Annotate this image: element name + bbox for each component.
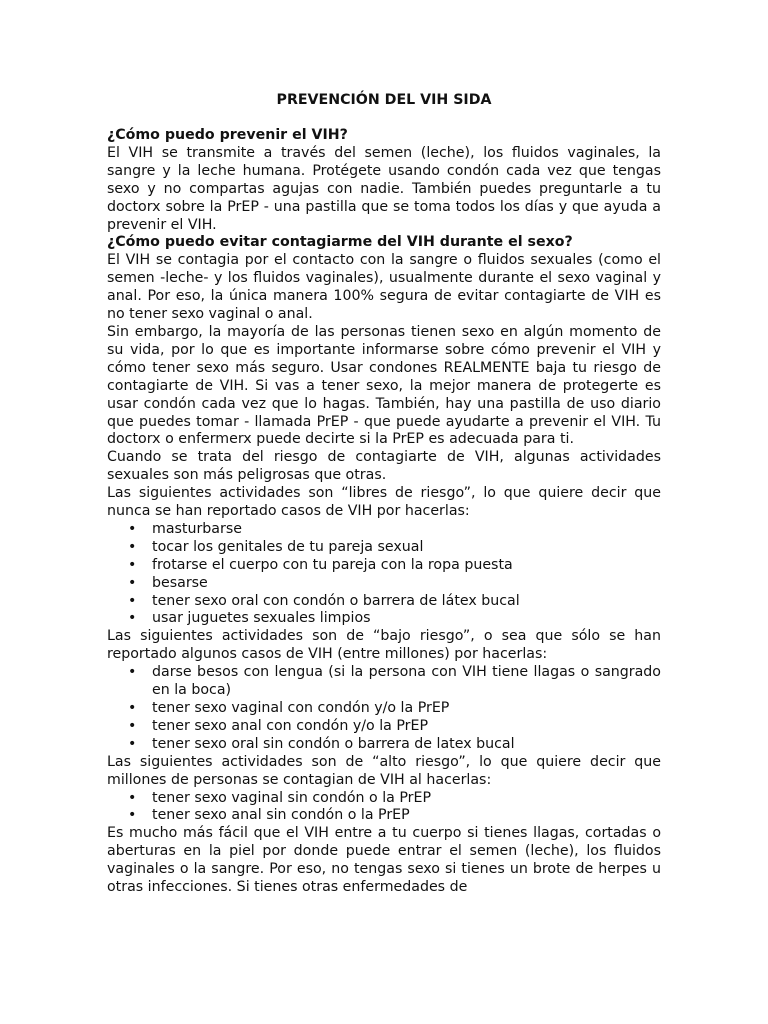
list-item: • tener sexo vaginal con condón y/o la PrEP: [152, 700, 661, 718]
list-low-risk: [107, 664, 661, 754]
section-heading-sex: ¿Cómo puedo evitar contagiarme del VIH durante el sexo?: [107, 234, 573, 251]
list-item: • masturbarse: [152, 521, 661, 539]
list-item: • tocar los genitales de tu pareja sexual: [152, 539, 661, 557]
section-heading-prevention: ¿Cómo puedo prevenir el VIH?: [107, 127, 348, 143]
paragraph-safer-sex: Sin embargo, la mayoría de las personas tienen sexo en algún momento de su vida, por lo que es importante informarse sobre cómo prevenir el VIH y cómo tener sexo más seguro. Usar condones REALMENTE baja tu riesgo de contagiarte de VIH. Si vas a tener sexo, la mejor manera de protegerte es usar condón cada vez que lo hagas. También, hay una pastilla de uso diario que puedes tomar - llamada PrEP - que puede ayudarte a prevenir el VIH. Tu doctorx o enfermerx puede decirte si la PrEP es adecuada para ti.: [107, 323, 661, 448]
list-high-risk: [107, 790, 661, 826]
list-item: • tener sexo anal sin condón o la PrEP: [152, 807, 661, 825]
list-risk-free: [107, 521, 661, 628]
list-item: • frotarse el cuerpo con tu pareja con la ropa puesta: [152, 557, 661, 575]
list-item: • darse besos con lengua (si la persona con VIH tiene llagas o sangrado en la boca): [152, 664, 661, 700]
list-item: • usar juguetes sexuales limpios: [152, 610, 661, 628]
paragraph-contagion: El VIH se contagia por el contacto con la sangre o fluidos sexuales (como el semen -leche- y los fluidos vaginales), usualmente durante el sexo vaginal y anal. Por eso, la única manera 100% segura de evitar contagiarte de VIH es no tener sexo vaginal o anal.: [107, 252, 661, 323]
list-item: • tener sexo oral sin condón o barrera de latex bucal: [152, 736, 661, 754]
paragraph-skin-openings: Es mucho más fácil que el VIH entre a tu cuerpo si tienes llagas, cortadas o aberturas en la piel por donde puede entrar el semen (leche), los fluidos vaginales o la sangre. Por eso, no tengas sexo si tienes un brote de herpes u otras infecciones. Si tienes otras enfermedades de: [107, 825, 661, 896]
paragraph-low-risk-intro: Las siguientes actividades son de “bajo riesgo”, o sea que sólo se han reportado algunos casos de VIH (entre millones) por hacerlas:: [107, 628, 661, 663]
list-item: • tener sexo vaginal sin condón o la PrEP: [152, 790, 661, 808]
page-title: PREVENCIÓN DEL VIH SIDA: [276, 92, 492, 108]
list-item: • besarse: [152, 575, 661, 593]
paragraph-risk-free-intro: Las siguientes actividades son “libres de riesgo”, lo que quiere decir que nunca se han reportado casos de VIH por hacerlas:: [107, 485, 661, 520]
paragraph-prevention: El VIH se transmite a través del semen (leche), los fluidos vaginales, la sangre y la leche humana. Protégete usando condón cada vez que tengas sexo y no compartas agujas con nadie. También puedes preguntarle a tu doctorx sobre la PrEP - una pastilla que se toma todos los días y que ayuda a prevenir el VIH.: [107, 144, 661, 233]
paragraph-high-risk-intro: Las siguientes actividades son de “alto riesgo”, lo que quiere decir que millones de personas se contagian de VIH al hacerlas:: [107, 753, 661, 788]
list-item: • tener sexo anal con condón y/o la PrEP: [152, 718, 661, 736]
list-item: • tener sexo oral con condón o barrera de látex bucal: [152, 593, 661, 611]
paragraph-risk-intro: Cuando se trata del riesgo de contagiarte de VIH, algunas actividades sexuales son más peligrosas que otras.: [107, 449, 661, 484]
